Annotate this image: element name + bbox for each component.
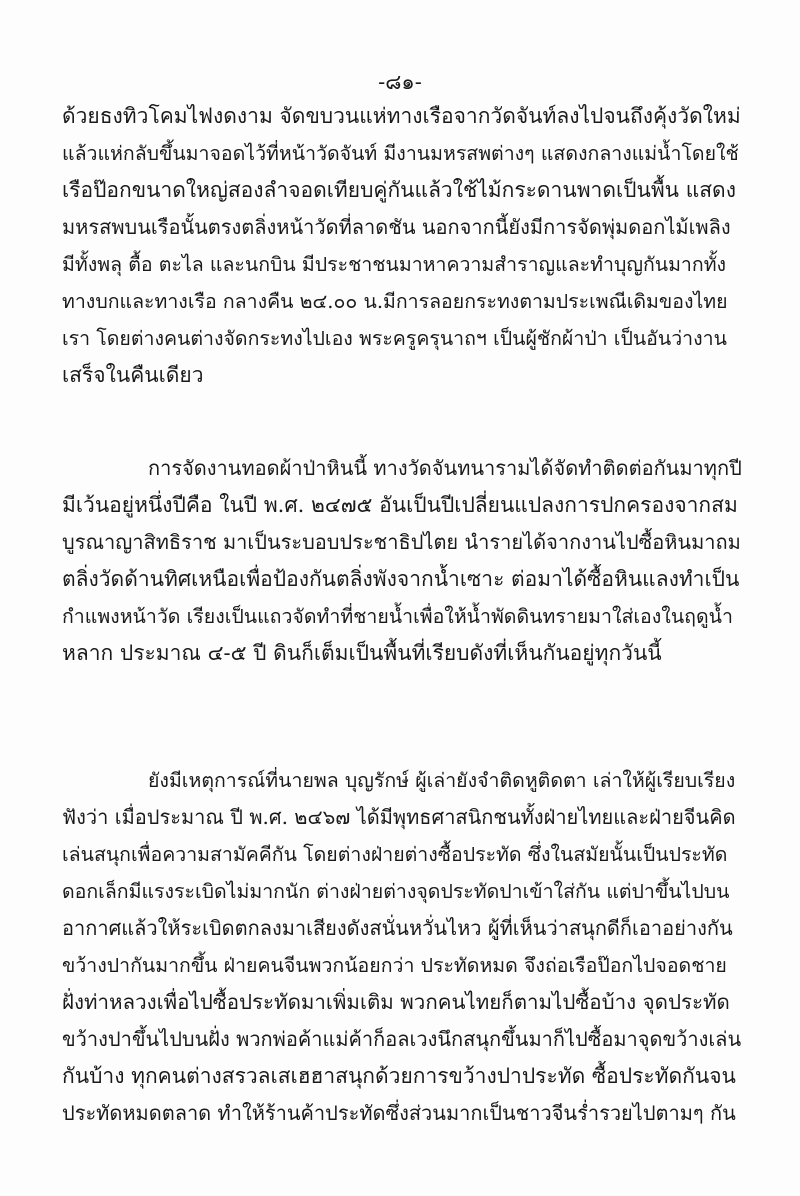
text-line: ทางบกและทางเรือ กลางคืน ๒๔.๐๐ น.มีการลอยกระทงตามประเพณีเดิมของไทย	[62, 290, 728, 313]
paragraph-1	[62, 98, 742, 394]
text-line: เล่นสนุกเพื่อความสามัคคีกัน โดยต่างฝ่ายต่างซื้อประทัด ซึ่งในสมัยนั้นเป็นประทัด	[62, 843, 728, 866]
text-line: ด้วยธงทิวโคมไฟงดงาม จัดขบวนแห่ทางเรือจากวัดจันท์ลงไปจนถึงคุ้งวัดใหม่	[62, 104, 741, 128]
text-line: การจัดงานทอดผ้าป่าหินนี้ ทางวัดจันทนารามได้จัดทำติดต่อกันมาทุกปี	[148, 456, 742, 480]
text-line: แล้วแห่กลับขึ้นมาจอดไว้ที่หน้าวัดจันท์ มีงานมหรสพต่างๆ แสดงกลางแม่น้ำโดยใช้	[62, 142, 739, 165]
text-line: ยังมีเหตุการณ์ที่นายพล บุญรักษ์ ผู้เล่ายังจำติดหูติดตา เล่าให้ผู้เรียบเรียง	[148, 769, 736, 792]
text-line: ดอกเล็กมีแรงระเบิดไม่มากนัก ต่างฝ่ายต่างจุดประทัดปาเข้าใส่กัน แต่ปาขึ้นไปบน	[62, 880, 730, 903]
text-line: อากาศแล้วให้ระเบิดตกลงมาเสียงดังสนั่นหวั่นไหว ผู้ที่เห็นว่าสนุกดีก็เอาอย่างกัน	[62, 916, 733, 940]
text-line: บูรณาญาสิทธิราช มาเป็นระบอบประชาธิปไตย นำรายได้จากงานไปซื้อหินมาถม	[62, 530, 741, 554]
text-line: เสร็จในคืนเดียว	[62, 363, 204, 387]
page-number: -๘๑-	[378, 70, 422, 94]
text-line: มหรสพบนเรือนั้นตรงตลิ่งหน้าวัดที่ลาดชัน นอกจากนี้ยังมีการจัดพุ่มดอกไม้เพลิง	[62, 215, 731, 239]
text-line: ฝั่งท่าหลวงเพื่อไปซื้อประทัดมาเพิ่มเติม พวกคนไทยก็ตามไปซื้อบ้าง จุดประทัด	[62, 990, 730, 1014]
text-line: ขว้างปาขึ้นไปบนฝั่ง พวกพ่อค้าแม่ค้าก็อลเวงนึกสนุกขึ้นมาก็ไปซื้อมาจุดขว้างเล่น	[62, 1027, 742, 1051]
text-line: มีเว้นอยู่หนึ่งปีคือ ในปี พ.ศ. ๒๔๗๕ อันเป็นปีเปลี่ยนแปลงการปกครองจากสม	[62, 493, 738, 517]
text-line: กันบ้าง ทุกคนต่างสรวลเสเฮฮาสนุกด้วยการขว้างปาประทัด ซื้อประทัดกันจน	[62, 1064, 736, 1088]
text-line: หลาก ประมาณ ๔-๕ ปี ดินก็เต็มเป็นพื้นที่เรียบดังที่เห็นกันอยู่ทุกวันนี้	[62, 641, 662, 665]
text-line: ฟังว่า เมื่อประมาณ ปี พ.ศ. ๒๔๖๗ ได้มีพุทธศาสนิกชนทั้งฝ่ายไทยและฝ่ายจีนคิด	[62, 805, 736, 829]
paragraph-2	[62, 450, 742, 672]
text-line: เรือป๊อกขนาดใหญ่สองลำจอดเทียบคู่กันแล้วใช้ไม้กระดานพาดเป็นพื้น แสดง	[62, 178, 736, 202]
paragraph-3	[62, 762, 742, 1132]
text-line: กำแพงหน้าวัด เรียงเป็นแถวจัดทำที่ชายน้ำเพื่อให้น้ำพัดดินทรายมาใส่เองในฤดูน้ำ	[62, 605, 733, 628]
text-line: ตลิ่งวัดด้านทิศเหนือเพื่อป้องกันตลิ่งพังจากน้ำเซาะ ต่อมาได้ซื้อหินแลงทำเป็น	[62, 567, 740, 591]
text-line: มีทั้งพลุ ตื้อ ตะไล และนกบิน มีประชาชนมาหาความสำราญและทำบุญกันมากทั้ง	[62, 253, 727, 276]
text-line: ขว้างปากันมากขึ้น ฝ่ายคนจีนพวกน้อยกว่า ประทัดหมด จึงถ่อเรือป๊อกไปจอดชาย	[62, 954, 727, 977]
text-line: เรา โดยต่างคนต่างจัดกระทงไปเอง พระครูครุนาถฯ เป็นผู้ชักผ้าป่า เป็นอันว่างาน	[62, 327, 727, 350]
text-line: ประทัดหมดตลาด ทำให้ร้านค้าประทัดซึ่งส่วนมากเป็นชาวจีนร่ำรวยไปตามๆ กัน	[62, 1101, 736, 1125]
